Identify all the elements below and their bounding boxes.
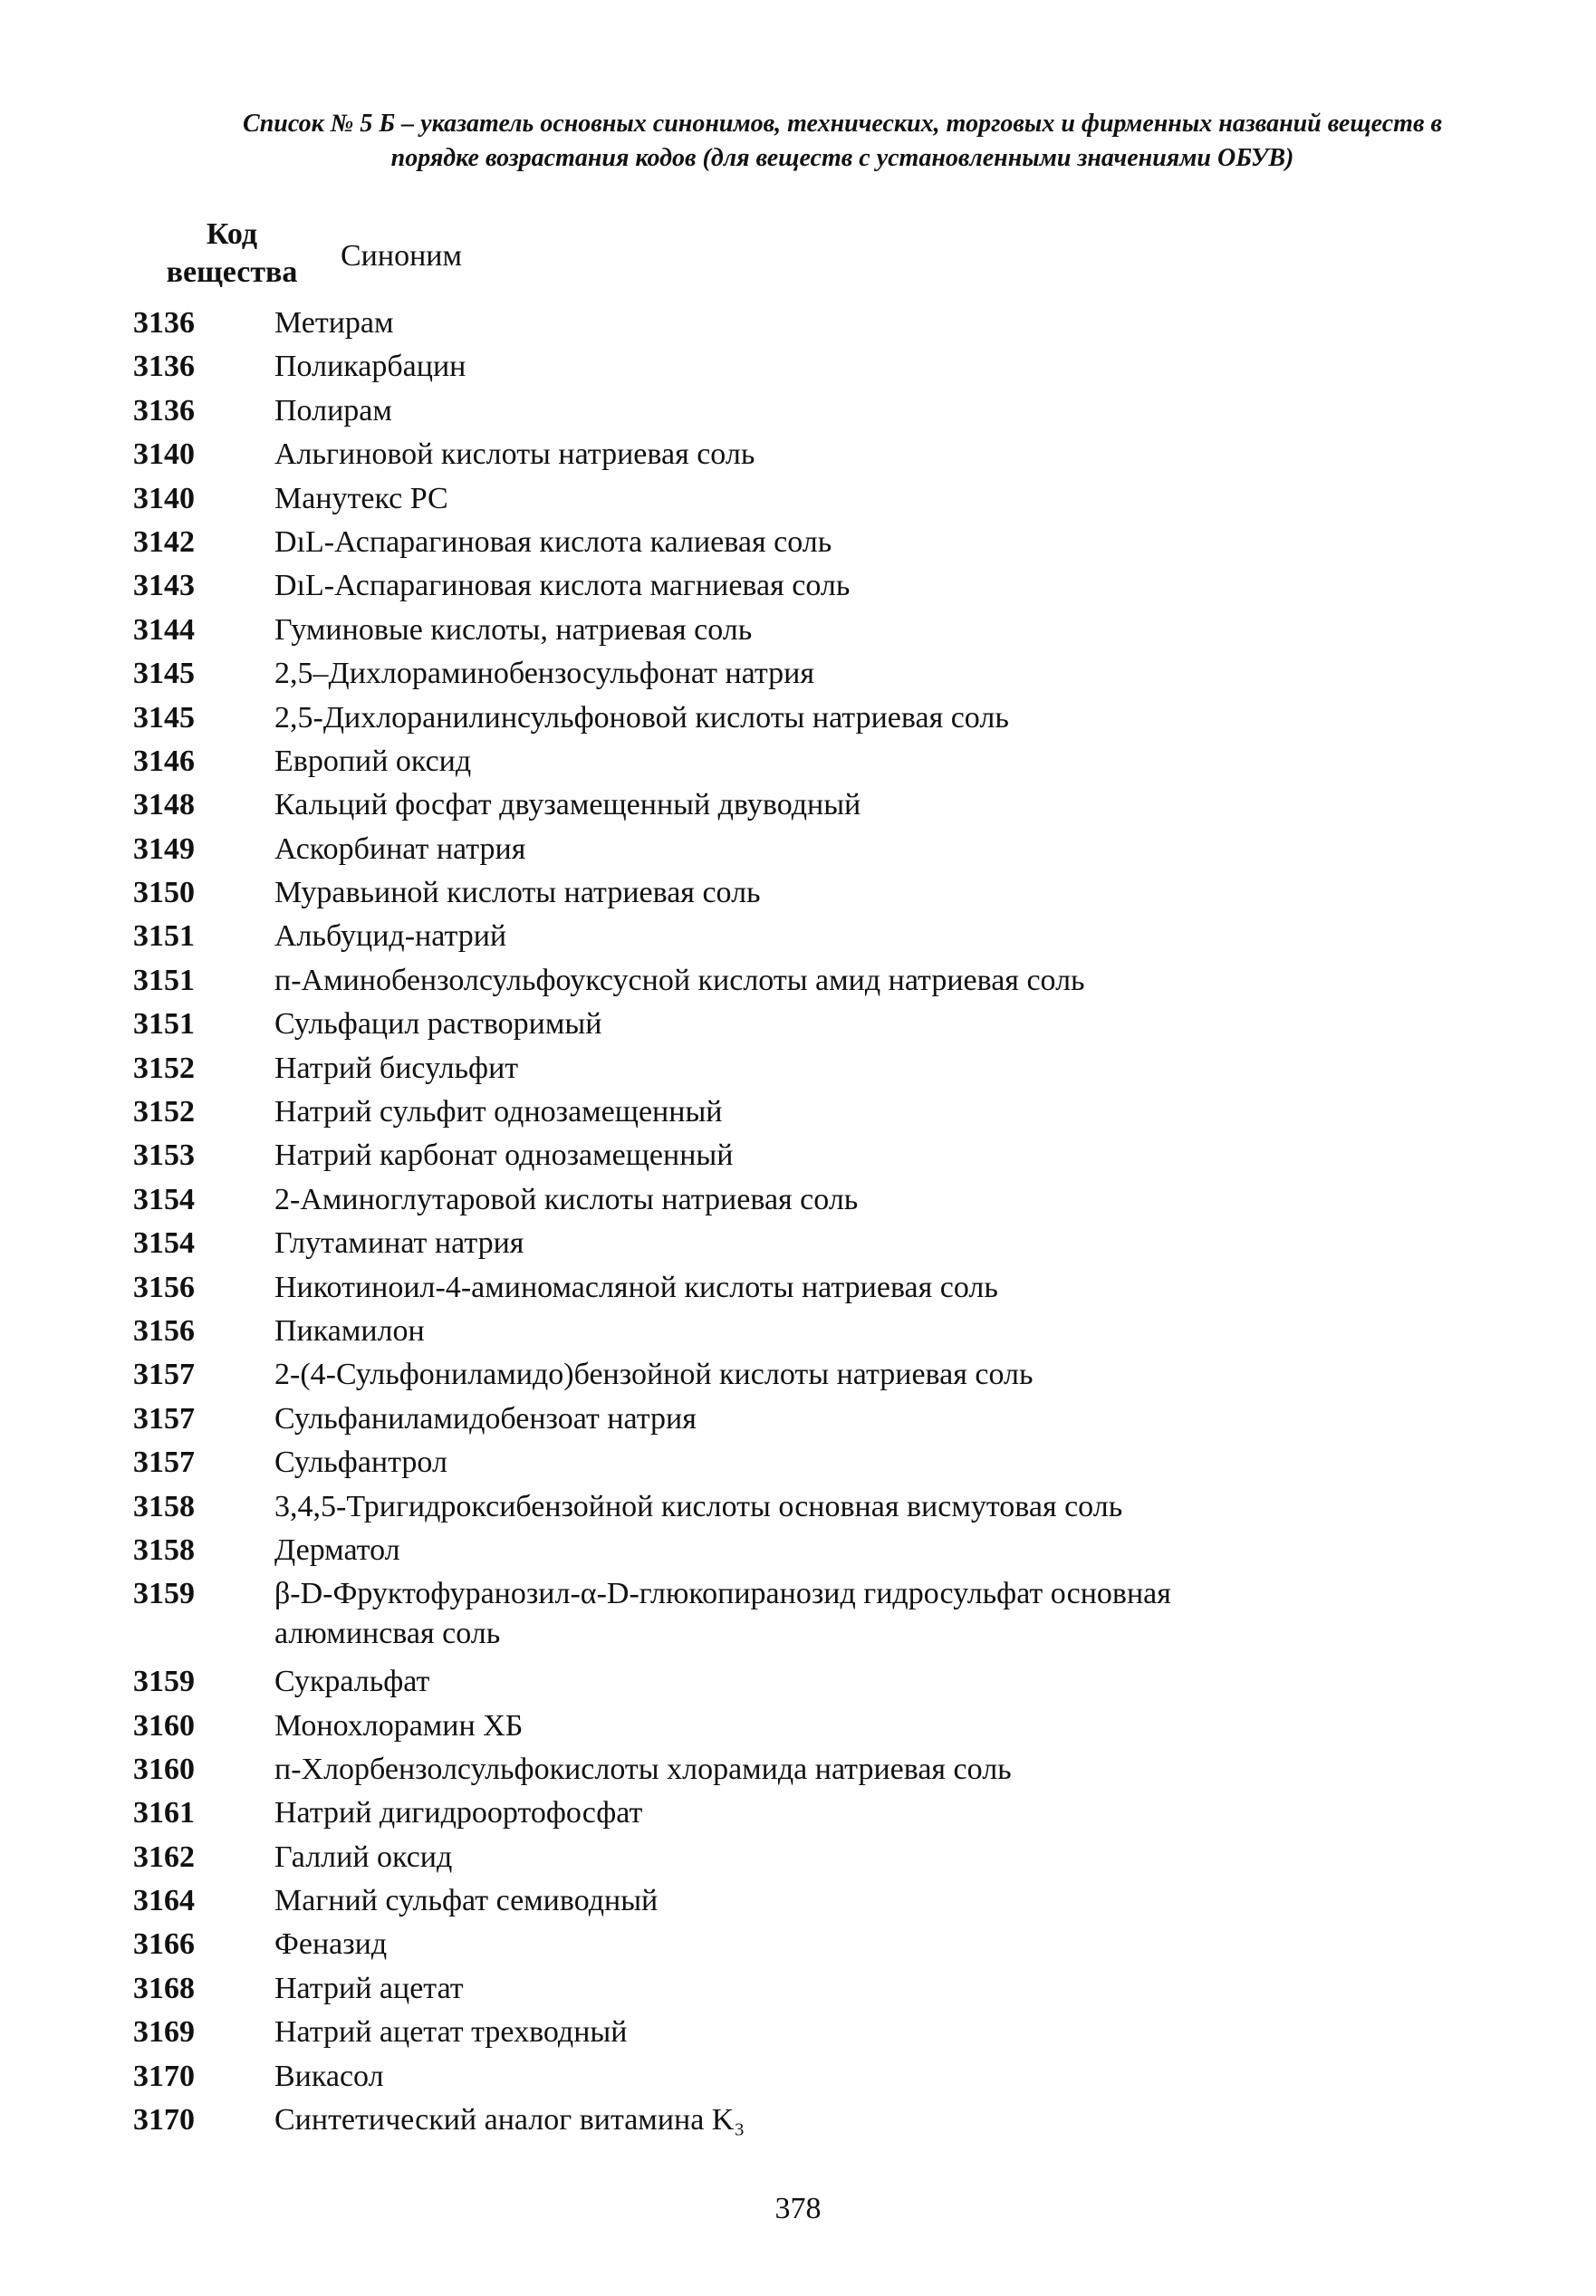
substance-code: 3153 [133,1138,195,1173]
heading-line-2: порядке возрастания кодов (для веществ с установленными значениями ОБУВ) [390,144,1294,172]
synonym-text: Гуминовые кислоты, натриевая соль [274,612,753,647]
table-row [0,654,1596,697]
synonym-text: β-D-Фруктофуранозил-α-D-глюкопиранозид гидросульфат основная алюминсвая соль [274,1577,1171,1651]
synonym-text: Полирам [274,393,392,427]
substance-code: 3160 [133,1752,195,1786]
heading-line-1: Список № 5 Б – указатель основных синонимов, технических, торговых и фирменных названий веществ в [243,110,1442,138]
table-row [0,2013,1596,2056]
substance-code: 3136 [133,393,195,427]
table-row [0,742,1596,785]
synonym-text: Натрий сульфит однозамещенный [274,1095,723,1129]
substance-code: 3158 [133,1532,195,1567]
table-row [0,830,1596,873]
synonym-text: Альбуцид-натрий [274,919,507,954]
table-row [0,566,1596,610]
substance-code: 3150 [133,876,195,910]
table-row [0,1049,1596,1092]
table-row [0,1355,1596,1398]
synonym-text: Магний сульфат семиводный [274,1884,659,1918]
substance-code: 3143 [133,569,195,603]
table-row [0,873,1596,917]
substance-code: 3136 [133,306,195,340]
synonym-text: Поликарбацин [274,350,466,384]
column-header-code: Код вещества [166,217,298,289]
table-row [0,1399,1596,1443]
table-row [0,1268,1596,1311]
synonym-text: Пикамилон [274,1313,425,1348]
substance-code: 3136 [133,350,195,384]
substance-code: 3156 [133,1313,195,1348]
table-row [0,1136,1596,1179]
synonym-text: 2-(4-Сульфониламидо)бензойной кислоты натриевая соль [274,1358,1034,1392]
synonym-text: Натрий ацетат трехводный [274,2015,628,2050]
substance-code: 3157 [133,1446,195,1480]
substance-code: 3145 [133,700,195,735]
table-row [0,610,1596,654]
synonym-text: Метирам [274,306,394,340]
list-heading [136,107,1549,176]
synonym-text: Сульфацил растворимый [274,1007,602,1042]
synonym-text: п-Аминобензолсульфоуксусной кислоты амид натриевая соль [274,963,1085,997]
column-header-synonym: Синоним [341,239,462,273]
table-row [0,1443,1596,1486]
substance-code: 3164 [133,1884,195,1918]
synonym-text: 2,5–Дихлораминобензосульфонат натрия [274,657,814,691]
substance-code: 3151 [133,919,195,954]
substance-code: 3142 [133,524,195,559]
table-row [0,698,1596,742]
synonym-text: Натрий карбонат однозамещенный [274,1138,734,1173]
synonym-text: Сульфантрол [274,1446,447,1480]
substance-code: 3146 [133,744,195,778]
synonym-text: DıL-Аспарагиновая кислота калиевая соль [274,524,832,559]
table-row [0,1311,1596,1355]
synonym-text: Натрий дигидроортофосфат [274,1796,643,1830]
table-row [0,1180,1596,1224]
synonym-text: Муравьиной кислоты натриевая соль [274,876,761,910]
table-row [0,785,1596,829]
substance-code: 3156 [133,1270,195,1304]
table-row [0,391,1596,435]
substance-code: 3140 [133,437,195,472]
substance-code: 3154 [133,1226,195,1261]
synonym-text: Кальций фосфат двузамещенный двуводный [274,788,861,822]
table-row [0,1004,1596,1048]
table-row [0,1092,1596,1136]
synonym-text: Синтетический аналог витамина K₃ [274,2103,745,2137]
table-row [0,2057,1596,2100]
substance-code: 3145 [133,657,195,691]
table-row [0,1881,1596,1925]
synonym-text: п-Хлорбензолсульфокислоты хлорамида натриевая соль [274,1752,1012,1786]
substance-code: 3170 [133,2059,195,2093]
synonym-text: Натрий ацетат [274,1971,464,2005]
synonym-text: Никотиноил-4-аминомасляной кислоты натриевая соль [274,1270,998,1304]
substance-code: 3154 [133,1182,195,1216]
table-row [0,1224,1596,1267]
synonym-text: Феназид [274,1927,388,1962]
substance-code: 3151 [133,963,195,997]
substance-code: 3170 [133,2103,195,2137]
substance-code: 3166 [133,1927,195,1962]
synonym-table [0,303,1596,2144]
synonym-text: Натрий бисульфит [274,1051,519,1085]
substance-code: 3161 [133,1796,195,1830]
substance-code: 3152 [133,1095,195,1129]
synonym-text: Европий оксид [274,744,472,778]
substance-code: 3140 [133,481,195,515]
synonym-text: Монохлорамин ХБ [274,1708,524,1743]
synonym-text: Аскорбинат натрия [274,831,526,866]
synonym-text: Альгиновой кислоты натриевая соль [274,437,755,472]
substance-code: 3157 [133,1401,195,1436]
synonym-text: 3,4,5-Тригидроксибензойной кислоты основная висмутовая соль [274,1489,1123,1523]
substance-code: 3158 [133,1489,195,1523]
substance-code: 3168 [133,1971,195,2005]
table-row [0,347,1596,390]
page-number: 378 [774,2192,822,2225]
table-row [0,1662,1596,1705]
substance-code: 3157 [133,1358,195,1392]
table-row [0,1574,1596,1662]
table-row [0,1487,1596,1531]
substance-code: 3162 [133,1840,195,1874]
table-row [0,1925,1596,1968]
synonym-text: DıL-Аспарагиновая кислота магниевая соль [274,569,851,603]
synonym-text: Викасол [274,2059,384,2093]
table-row [0,435,1596,478]
table-row [0,303,1596,347]
synonym-text: Манутекс РС [274,481,448,515]
table-row [0,1969,1596,2013]
substance-code: 3160 [133,1708,195,1743]
substance-code: 3144 [133,612,195,647]
substance-code: 3159 [133,1665,195,1699]
substance-code: 3151 [133,1007,195,1042]
table-row [0,1793,1596,1837]
substance-code: 3169 [133,2015,195,2050]
substance-code: 3152 [133,1051,195,1085]
synonym-text: Глутаминат натрия [274,1226,524,1261]
substance-code: 3149 [133,831,195,866]
synonym-text: 2-Аминоглутаровой кислоты натриевая соль [274,1182,859,1216]
synonym-text: Дерматол [274,1532,400,1567]
synonym-text: Сульфаниламидобензоат натрия [274,1401,697,1436]
table-row [0,523,1596,566]
table-row [0,479,1596,523]
substance-code: 3159 [133,1577,195,1611]
table-row [0,1838,1596,1881]
table-row [0,961,1596,1004]
table-row [0,1531,1596,1574]
table-row [0,917,1596,960]
synonym-text: Сукральфат [274,1665,430,1699]
table-row [0,1706,1596,1750]
table-row [0,1750,1596,1793]
synonym-text: Галлий оксид [274,1840,453,1874]
substance-code: 3148 [133,788,195,822]
synonym-text: 2,5-Дихлоранилинсульфоновой кислоты натриевая соль [274,700,1009,735]
table-row [0,2100,1596,2144]
